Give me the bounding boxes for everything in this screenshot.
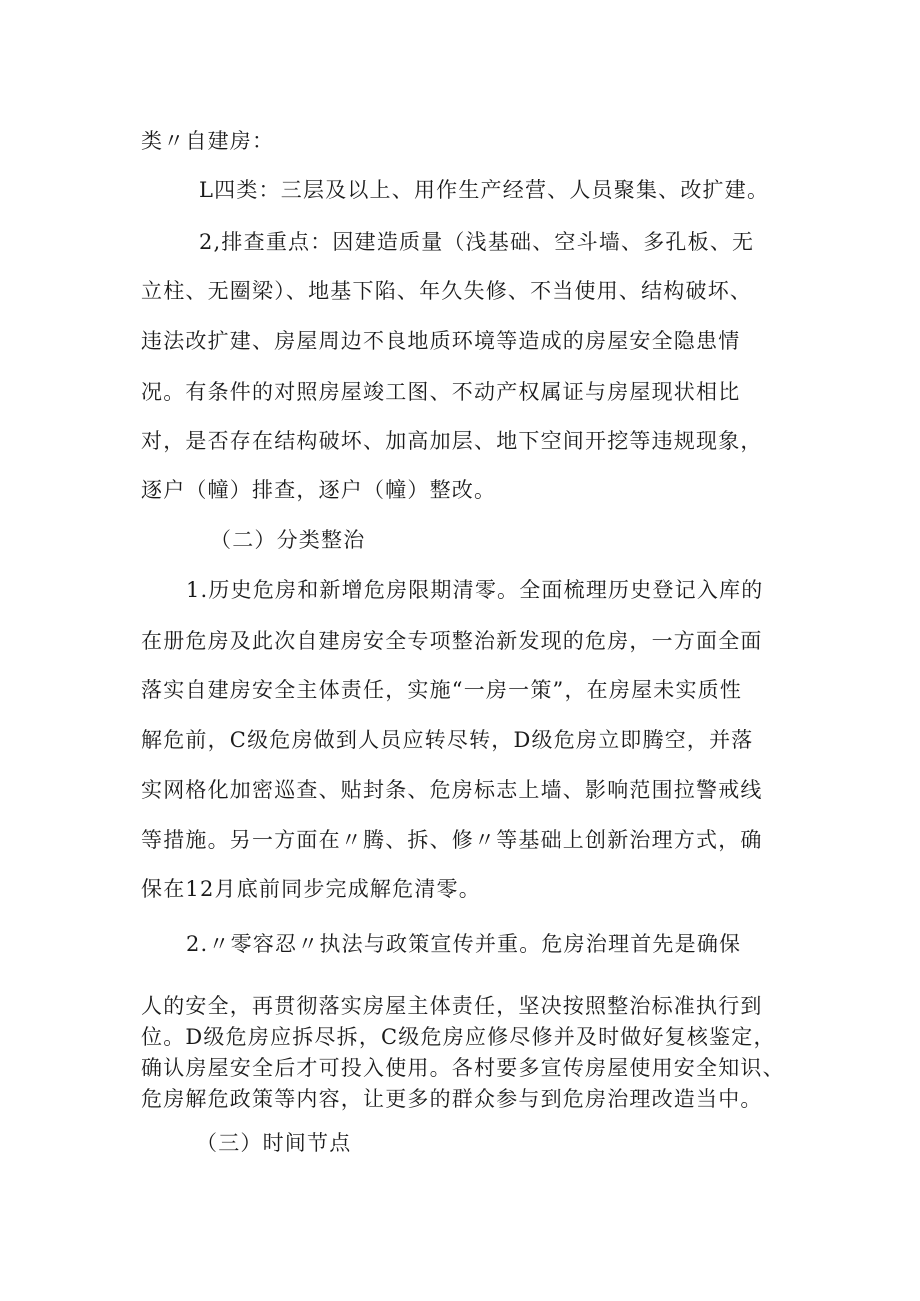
text-line-8: 逐户（幢）排查，逐户（幢）整改。 [141,478,497,502]
text-line-17: 2.〃零容忍〃执法与政策宣传并重。危房治理首先是确保 [186,932,742,956]
text-line-19: 位。D级危房应拆尽拆，C级危房应修尽修并及时做好复核鉴定， [141,1025,776,1049]
text-line-18: 人的安全，再贯彻落实房屋主体责任，坚决按照整治标准执行到 [141,994,763,1018]
text-line-14: 实网格化加密巡查、贴封条、危房标志上墙、影响范围拉警戒线 [141,778,763,802]
text-line-1: 类〃自建房： [141,129,275,153]
text-line-16: 保在12月底前同步完成解危清零。 [141,877,481,901]
text-line-7: 对，是否存在结构破坏、加高加层、地下空间开挖等违规现象， [141,429,763,453]
text-line-13: 解危前，C级危房做到人员应转尽转，D级危房立即腾空，并落 [141,728,754,752]
text-line-3: 2,排查重点：因建造质量（浅基础、空斗墙、多孔板、无 [199,230,755,254]
text-line-2: L四类：三层及以上、用作生产经营、人员聚集、改扩建。 [199,178,770,202]
text-line-6: 况。有条件的对照房屋竣工图、不动产权属证与房屋现状相比 [141,380,741,404]
text-line-21: 危房解危政策等内容，让更多的群众参与到危房治理改造当中。 [141,1087,763,1111]
text-line-4: 立柱、无圈梁）、地基下陷、年久失修、不当使用、结构破坏、 [141,279,753,303]
section-heading-2: （二）分类整治 [210,528,366,552]
text-line-5: 违法改扩建、房屋周边不良地质环境等造成的房屋安全隐患情 [141,329,741,353]
text-line-15: 等措施。另一方面在〃腾、拆、修〃等基础上创新治理方式，确 [141,828,763,852]
text-line-10: 1.历史危房和新增危房限期清零。全面梳理历史登记入库的 [186,578,764,602]
text-line-12: 落实自建房安全主体责任，实施“一房一策”，在房屋未实质性 [141,678,743,702]
section-heading-3: （三）时间节点 [196,1131,352,1155]
text-line-11: 在册危房及此次自建房安全专项整治新发现的危房，一方面全面 [141,629,763,653]
text-line-20: 确认房屋安全后才可投入使用。各村要多宣传房屋使用安全知识、 [141,1056,785,1080]
